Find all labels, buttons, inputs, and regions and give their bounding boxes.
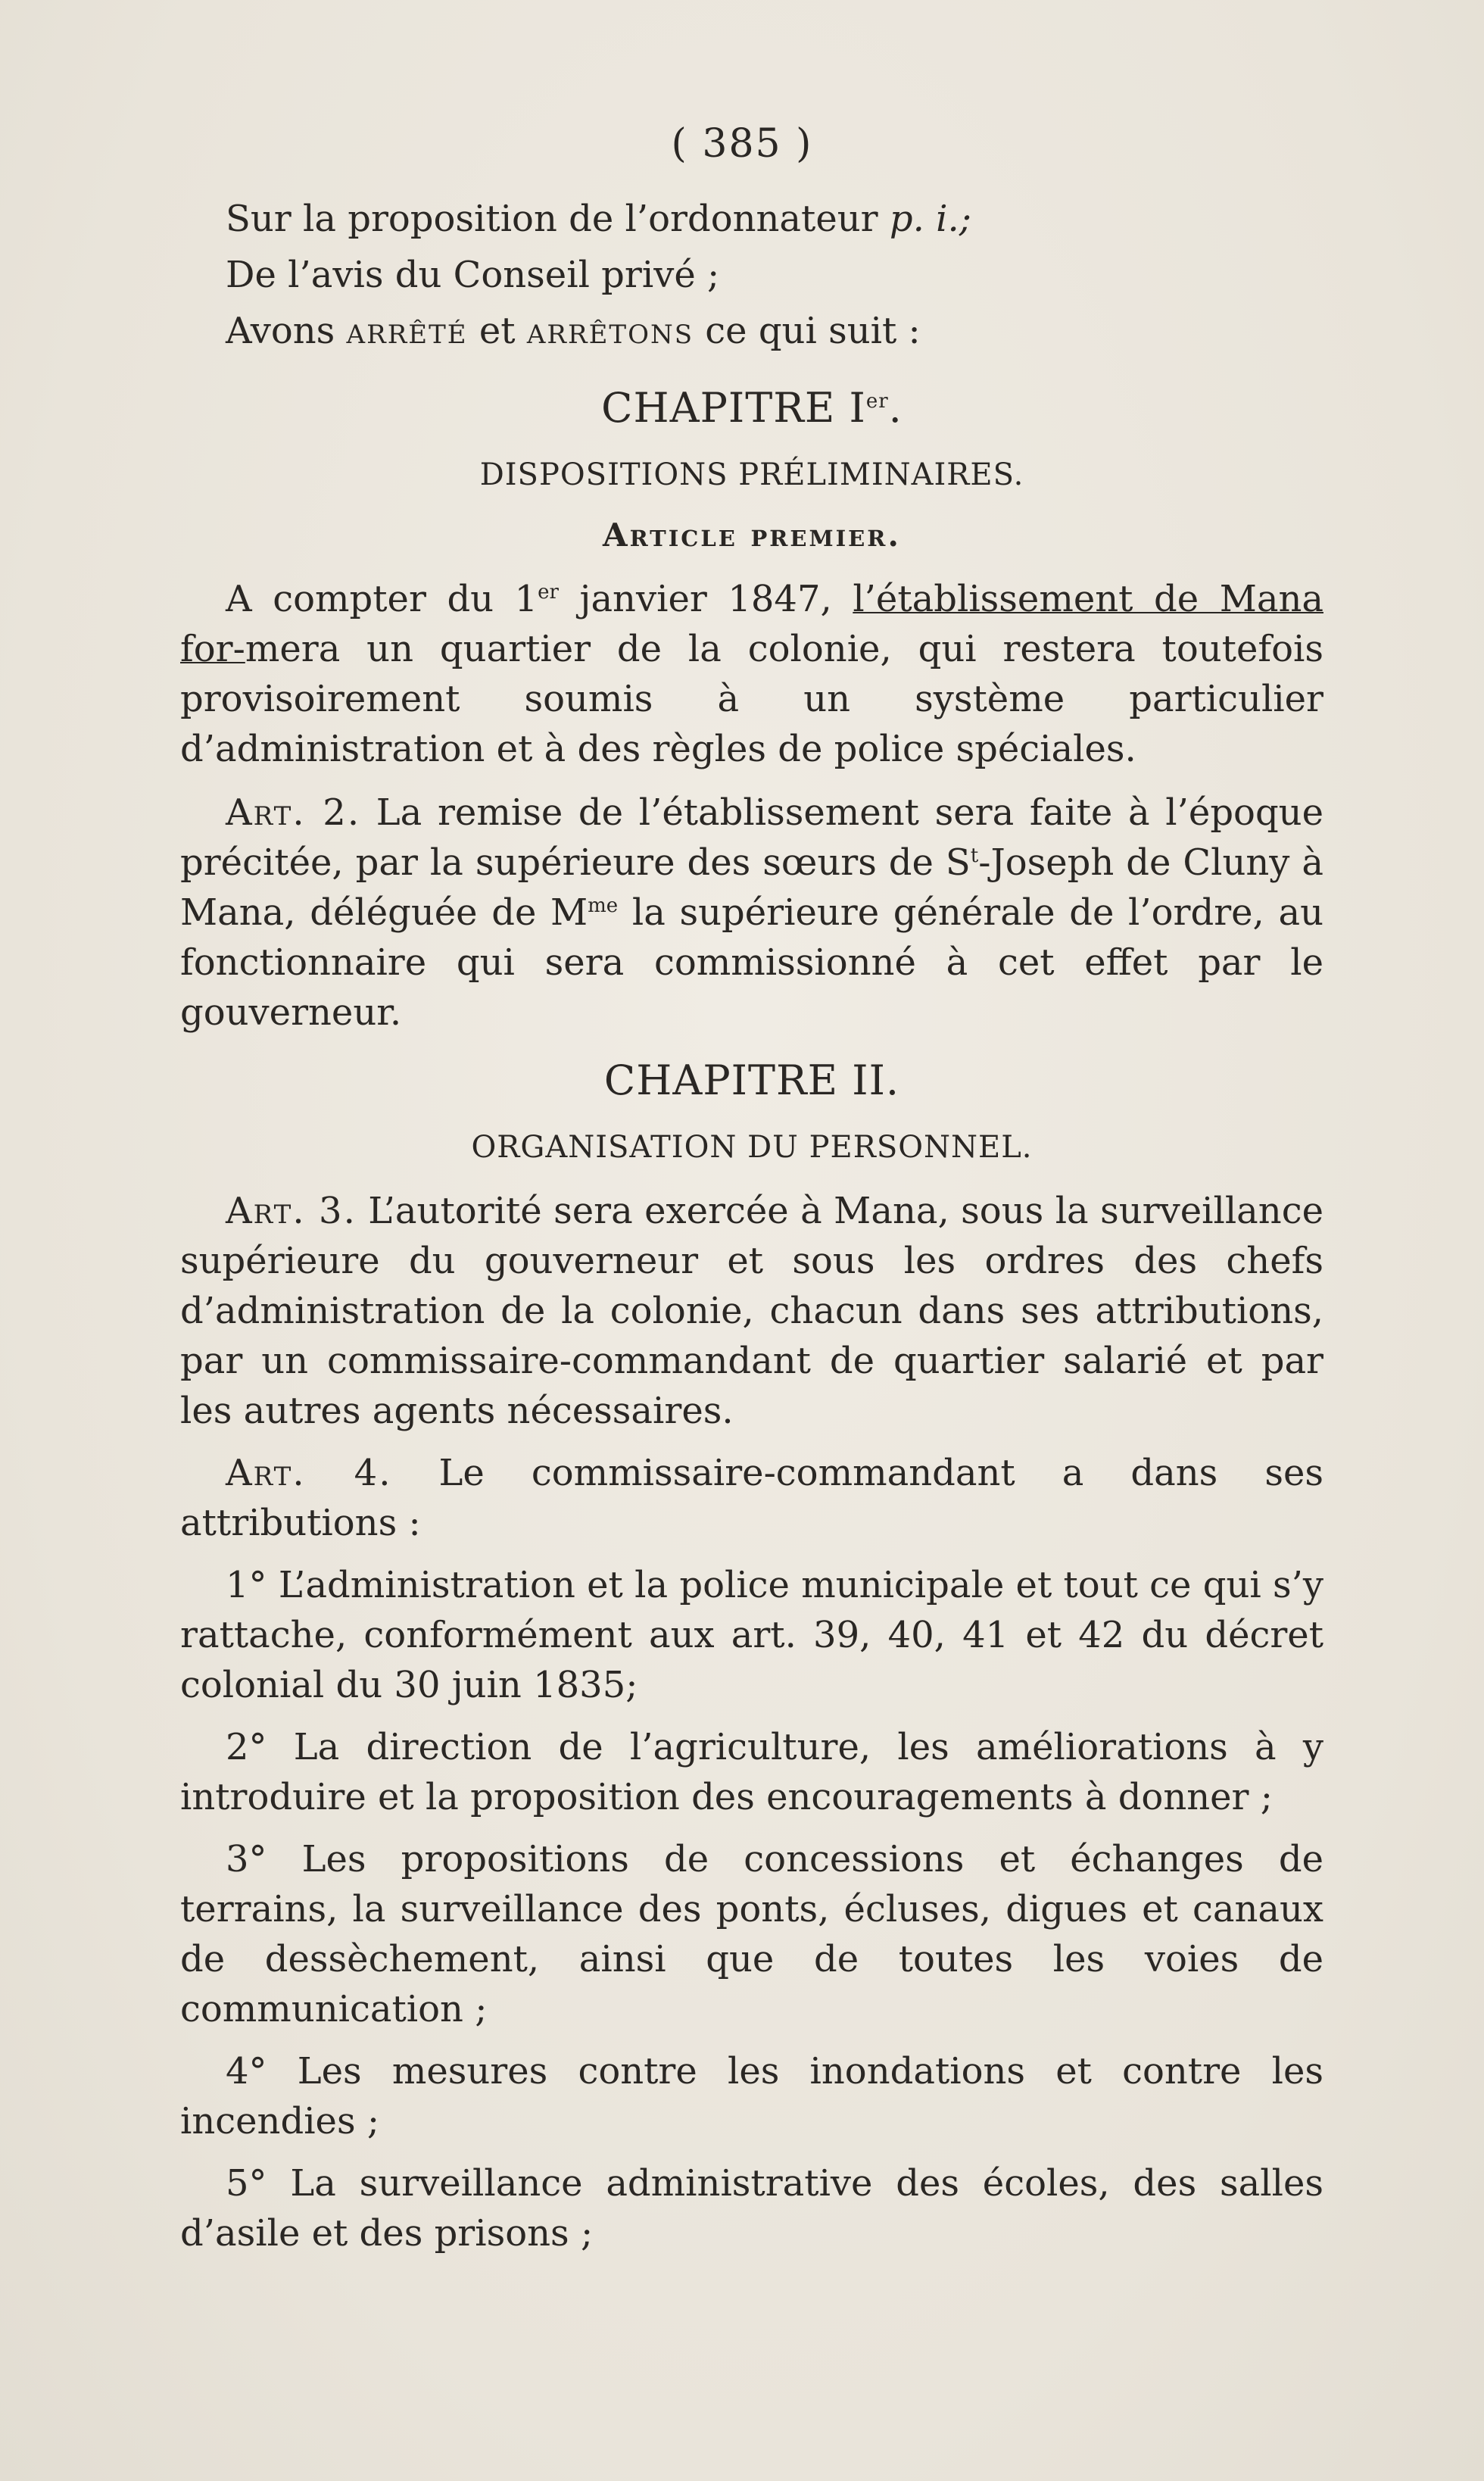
article-1-rest: mera un quartier de la colonie, qui restera toutefois provisoirement soumis à un système particulier d’administration et à des règles de police spéciales. xyxy=(180,628,1323,770)
article-4-label: Art. 4. xyxy=(226,1452,392,1494)
article-1-part1: A compter du 1 xyxy=(226,578,538,620)
article-4-text: Le commissaire-commandant a dans ses attributions : xyxy=(180,1452,1324,1544)
preamble-line-3-suffix: ce qui suit : xyxy=(694,310,921,352)
preamble-line-1-italic: p. i.; xyxy=(889,198,971,240)
article-2-part3: la supérieure générale de l’ordre, au fonctionnaire qui sera commissionné à cet effet par le gouverneur. xyxy=(180,891,1323,1034)
article-3-paragraph xyxy=(180,1186,1323,1436)
page-number: ( 385 ) xyxy=(671,121,813,167)
preamble-line-3-mid: et xyxy=(467,310,527,352)
list-item xyxy=(180,1722,1323,1822)
list-item-text: 3° Les propositions de concessions et échanges de terrains, la surveillance des ponts, écluses, digues et canaux de dessèchement, ainsi que de toutes les voies de communication ; xyxy=(180,1838,1323,2030)
article-premier-heading: Article premier. xyxy=(602,516,902,554)
article-2-part1: La remise de l’établissement sera faite à l’époque précitée, par la supérieure des sœurs de S xyxy=(180,791,1323,884)
chapter-1-title xyxy=(180,383,1323,433)
list-item xyxy=(180,2158,1323,2258)
preamble-arretons: arrêtons xyxy=(526,310,694,352)
preamble-line-1-text: Sur la proposition de l’ordonnateur xyxy=(226,198,890,240)
text-block xyxy=(180,189,1323,2258)
article-1-paragraph xyxy=(180,574,1323,774)
article-1-sup: er xyxy=(538,581,559,604)
list-item-text: 2° La direction de l’agriculture, les améliorations à y introduire et la proposition des encouragements à donner ; xyxy=(180,1726,1323,1818)
list-item-text: 4° Les mesures contre les inondations et contre les incendies ; xyxy=(180,2050,1323,2142)
article-1-part2: janvier 1847, xyxy=(559,578,853,620)
chapter-2-subtitle: ORGANISATION DU PERSONNEL. xyxy=(471,1130,1033,1165)
article-1-underlined: l’établissement de Mana for- xyxy=(180,578,1323,670)
list-item-text: 5° La surveillance administrative des écoles, des salles d’asile et des prisons ; xyxy=(180,2162,1323,2255)
article-4-paragraph xyxy=(180,1448,1323,1548)
preamble-line-3-prefix: Avons xyxy=(226,310,347,352)
chapter-1-subtitle: DISPOSITIONS PRÉLIMINAIRES. xyxy=(479,457,1024,492)
article-2-sup2: me xyxy=(588,894,619,917)
preamble-line-3 xyxy=(180,306,1323,356)
article-2-label: Art. 2. xyxy=(226,791,361,834)
preamble-arrete: arrêté xyxy=(346,310,468,352)
chapter-1-title-text: CHAPITRE I xyxy=(601,384,866,432)
chapter-1-title-sup: er xyxy=(865,390,889,413)
list-item xyxy=(180,2046,1323,2146)
article-3-text: L’autorité sera exercée à Mana, sous la surveillance supérieure du gouverneur et sous les ordres des chefs d’administration de la colonie, chacun dans ses attributions, par un commissaire-commandant de quartier salarié et par les autres agents nécessaires. xyxy=(180,1190,1324,1432)
chapter-2-title: CHAPITRE II. xyxy=(603,1056,900,1104)
chapter-1-title-end: . xyxy=(888,384,903,432)
article-2-part2: -Joseph de Cluny à Mana, déléguée de M xyxy=(180,841,1323,934)
list-item-text: 1° L’administration et la police municipale et tout ce qui s’y rattache, conformément aux art. 39, 40, 41 et 42 du décret colonial du 30 juin 1835; xyxy=(180,1564,1323,1706)
preamble-line-1 xyxy=(180,194,1323,244)
article-2-sup1: t xyxy=(970,844,979,867)
list-item xyxy=(180,1834,1323,2034)
article-2-paragraph xyxy=(180,788,1323,1038)
article-3-label: Art. 3. xyxy=(226,1190,357,1232)
list-item xyxy=(180,1560,1323,1710)
preamble-line-2: De l’avis du Conseil privé ; xyxy=(226,254,720,296)
